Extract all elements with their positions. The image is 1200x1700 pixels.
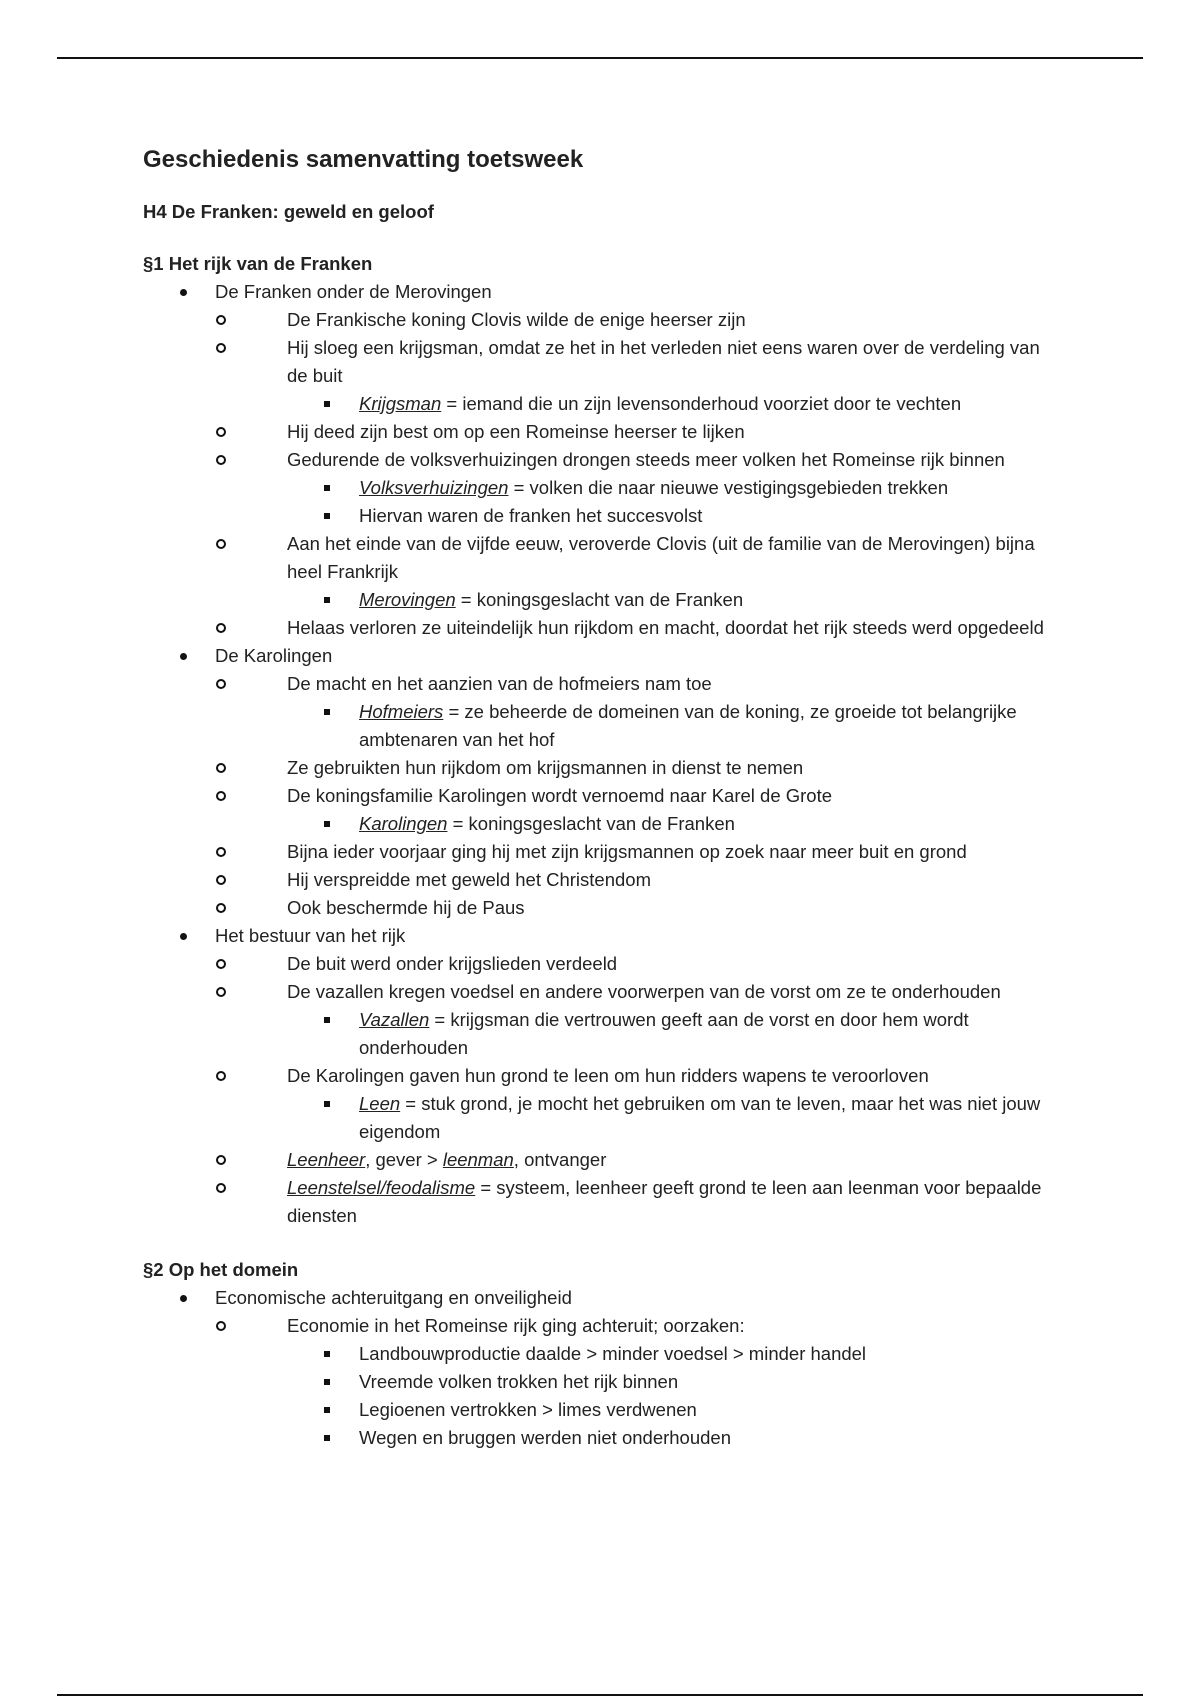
list-item: Legioenen vertrokken > limes verdwenen (287, 1396, 1063, 1424)
sublist (215, 950, 1063, 1230)
circle-bullet-icon (216, 427, 226, 437)
list-item: Aan het einde van de vijfde eeuw, veroverde Clovis (uit de familie van de Merovingen) bijna heel Frankrijk Merovingen = koningsgeslacht van de Franken (215, 530, 1063, 614)
header-rule (57, 57, 1143, 59)
list-item: Hij deed zijn best om op een Romeinse heerser te lijken (215, 418, 1063, 446)
document-body (143, 144, 1063, 1452)
term: Krijgsman (359, 393, 442, 414)
circle-bullet-icon (216, 315, 226, 325)
list-item: De koningsfamilie Karolingen wordt vernoemd naar Karel de Grote Karolingen = koningsgeslacht van de Franken (215, 782, 1063, 838)
bullet-icon (180, 1295, 187, 1302)
list-item: Economie in het Romeinse rijk ging achteruit; oorzaken: Landbouwproductie daalde > minder voedsel > minder handel Vreemde volken trokken het rijk binnen Legioenen vertrokken > limes verdwenen Wegen en bruggen werden niet onderhouden (215, 1312, 1063, 1452)
term: leenman (442, 1149, 514, 1170)
section1-list (143, 278, 1063, 1230)
list-item: Leenheer, gever > leenman, ontvanger (215, 1146, 1063, 1174)
sublist (287, 698, 1063, 754)
definition-item: Krijgsman = iemand die un zijn levensonderhoud voorziet door te vechten (287, 390, 1063, 418)
term: Merovingen (359, 589, 456, 610)
list-item: De Karolingen gaven hun grond te leen om hun ridders wapens te veroorloven Leen = stuk grond, je mocht het gebruiken om van te leven, maar het was niet jouw eigendom (215, 1062, 1063, 1146)
definition-item: Merovingen = koningsgeslacht van de Franken (287, 586, 1063, 614)
circle-bullet-icon (216, 847, 226, 857)
list-item: Het bestuur van het rijk De buit werd onder krijgslieden verdeeld De vazallen kregen voedsel en andere voorwerpen van de vorst om ze te onderhouden Vazallen = krijgsman die vertrouwen geeft aan de vorst en door hem wordt onderhouden De Karolingen gaven hun grond te leen om hun ridders wapens te veroorloven Leen = stuk grond, je mocht het gebruiken om van te leven, maar het was niet jouw eigendom Leenheer, gever > leenman, ontvanger Leenstelsel/feodalisme = systeem, leenheer geeft grond te leen aan leenman voor bepaalde diensten (143, 922, 1063, 1230)
sublist (287, 1090, 1063, 1146)
circle-bullet-icon (216, 1155, 226, 1165)
square-bullet-icon (324, 1351, 330, 1357)
sublist (287, 1340, 1063, 1452)
circle-bullet-icon (216, 987, 226, 997)
sublist (215, 306, 1063, 642)
list-item: Leenstelsel/feodalisme = systeem, leenheer geeft grond te leen aan leenman voor bepaalde diensten (215, 1174, 1063, 1230)
list-item: Economische achteruitgang en onveiligheid Economie in het Romeinse rijk ging achteruit; oorzaken: Landbouwproductie daalde > minder voedsel > minder handel Vreemde volken trokken het rijk binnen Legioenen vertrokken > limes verdwenen Wegen en bruggen werden niet onderhouden (143, 1284, 1063, 1452)
definition-item: Karolingen = koningsgeslacht van de Franken (287, 810, 1063, 838)
term: Leenheer (287, 1149, 366, 1170)
chapter-heading: H4 De Franken: geweld en geloof (143, 201, 434, 222)
list-item: De vazallen kregen voedsel en andere voorwerpen van de vorst om ze te onderhouden Vazallen = krijgsman die vertrouwen geeft aan de vorst en door hem wordt onderhouden (215, 978, 1063, 1062)
list-item: Vreemde volken trokken het rijk binnen (287, 1368, 1063, 1396)
list-item: Landbouwproductie daalde > minder voedsel > minder handel (287, 1340, 1063, 1368)
section-heading-1: §1 Het rijk van de Franken (143, 253, 373, 274)
list-item: De buit werd onder krijgslieden verdeeld (215, 950, 1063, 978)
square-bullet-icon (324, 1435, 330, 1441)
square-bullet-icon (324, 1101, 330, 1107)
list-item: Helaas verloren ze uiteindelijk hun rijkdom en macht, doordat het rijk steeds werd opgedeeld (215, 614, 1063, 642)
square-bullet-icon (324, 401, 330, 407)
list-item: Bijna ieder voorjaar ging hij met zijn krijgsmannen op zoek naar meer buit en grond (215, 838, 1063, 866)
square-bullet-icon (324, 597, 330, 603)
list-item: Wegen en bruggen werden niet onderhouden (287, 1424, 1063, 1452)
sublist (287, 474, 1063, 530)
list-item: Gedurende de volksverhuizingen drongen steeds meer volken het Romeinse rijk binnen Volksverhuizingen = volken die naar nieuwe vestigingsgebieden trekken Hiervan waren de franken het succesvolst (215, 446, 1063, 530)
list-item: Hij verspreidde met geweld het Christendom (215, 866, 1063, 894)
square-bullet-icon (324, 1017, 330, 1023)
term: Volksverhuizingen (359, 477, 509, 498)
list-item: De Frankische koning Clovis wilde de enige heerser zijn (215, 306, 1063, 334)
square-bullet-icon (324, 513, 330, 519)
circle-bullet-icon (216, 903, 226, 913)
definition-item: Hofmeiers = ze beheerde de domeinen van de koning, ze groeide tot belangrijke ambtenaren van het hof (287, 698, 1063, 754)
list-item: De Franken onder de Merovingen De Frankische koning Clovis wilde de enige heerser zijn Hij sloeg een krijgsman, omdat ze het in het verleden niet eens waren over de verdeling van de buit Krijgsman = iemand die un zijn levensonderhoud voorziet door te vechten Hij deed zijn best om op een Romeinse heerser te lijken Gedurende de volksverhuizingen drongen steeds meer volken het Romeinse rijk binnen Volksverhuizingen = volken die naar nieuwe vestigingsgebieden trekken Hiervan waren de franken het succesvolst Aan het einde van de vijfde eeuw, veroverde Clovis (uit de familie van de Merovingen) bijna heel Frankrijk Merovingen = koningsgeslacht van de Franken Helaas verloren ze uiteindelijk hun rijkdom en macht, doordat het rijk steeds werd opgedeeld (143, 278, 1063, 642)
term: Leenstelsel/feodalisme (287, 1177, 476, 1198)
circle-bullet-icon (216, 679, 226, 689)
bullet-icon (180, 653, 187, 660)
term: Vazallen (359, 1009, 430, 1030)
term: Leen (359, 1093, 401, 1114)
circle-bullet-icon (216, 539, 226, 549)
circle-bullet-icon (216, 343, 226, 353)
section-heading-2: §2 Op het domein (143, 1259, 299, 1280)
circle-bullet-icon (216, 1321, 226, 1331)
square-bullet-icon (324, 1407, 330, 1413)
sublist (287, 1006, 1063, 1062)
circle-bullet-icon (216, 791, 226, 801)
list-item: Hiervan waren de franken het succesvolst (287, 502, 1063, 530)
footer-rule (57, 1694, 1143, 1696)
term: Karolingen (359, 813, 448, 834)
definition-item: Leen = stuk grond, je mocht het gebruiken om van te leven, maar het was niet jouw eigendom (287, 1090, 1063, 1146)
list-item: De macht en het aanzien van de hofmeiers nam toe Hofmeiers = ze beheerde de domeinen van de koning, ze groeide tot belangrijke ambtenaren van het hof (215, 670, 1063, 754)
definition-item: Volksverhuizingen = volken die naar nieuwe vestigingsgebieden trekken (287, 474, 1063, 502)
sublist (287, 586, 1063, 614)
definition-item: Vazallen = krijgsman die vertrouwen geeft aan de vorst en door hem wordt onderhouden (287, 1006, 1063, 1062)
sublist (287, 390, 1063, 418)
circle-bullet-icon (216, 959, 226, 969)
document-title: Geschiedenis samenvatting toetsweek (143, 146, 584, 173)
sublist (215, 670, 1063, 922)
square-bullet-icon (324, 485, 330, 491)
sublist (287, 810, 1063, 838)
circle-bullet-icon (216, 623, 226, 633)
circle-bullet-icon (216, 1183, 226, 1193)
square-bullet-icon (324, 1379, 330, 1385)
list-item: Ze gebruikten hun rijkdom om krijgsmannen in dienst te nemen (215, 754, 1063, 782)
sublist (215, 1312, 1063, 1452)
section2-list (143, 1284, 1063, 1452)
bullet-icon (180, 289, 187, 296)
list-item: Hij sloeg een krijgsman, omdat ze het in het verleden niet eens waren over de verdeling van de buit Krijgsman = iemand die un zijn levensonderhoud voorziet door te vechten (215, 334, 1063, 418)
term: Hofmeiers (359, 701, 444, 722)
circle-bullet-icon (216, 1071, 226, 1081)
square-bullet-icon (324, 821, 330, 827)
circle-bullet-icon (216, 763, 226, 773)
square-bullet-icon (324, 709, 330, 715)
list-item: De Karolingen De macht en het aanzien van de hofmeiers nam toe Hofmeiers = ze beheerde de domeinen van de koning, ze groeide tot belangrijke ambtenaren van het hof Ze gebruikten hun rijkdom om krijgsmannen in dienst te nemen De koningsfamilie Karolingen wordt vernoemd naar Karel de Grote Karolingen = koningsgeslacht van de Franken Bijna ieder voorjaar ging hij met zijn krijgsmannen op zoek naar meer buit en grond Hij verspreidde met geweld het Christendom Ook beschermde hij de Paus (143, 642, 1063, 922)
circle-bullet-icon (216, 455, 226, 465)
bullet-icon (180, 933, 187, 940)
list-item: Ook beschermde hij de Paus (215, 894, 1063, 922)
circle-bullet-icon (216, 875, 226, 885)
